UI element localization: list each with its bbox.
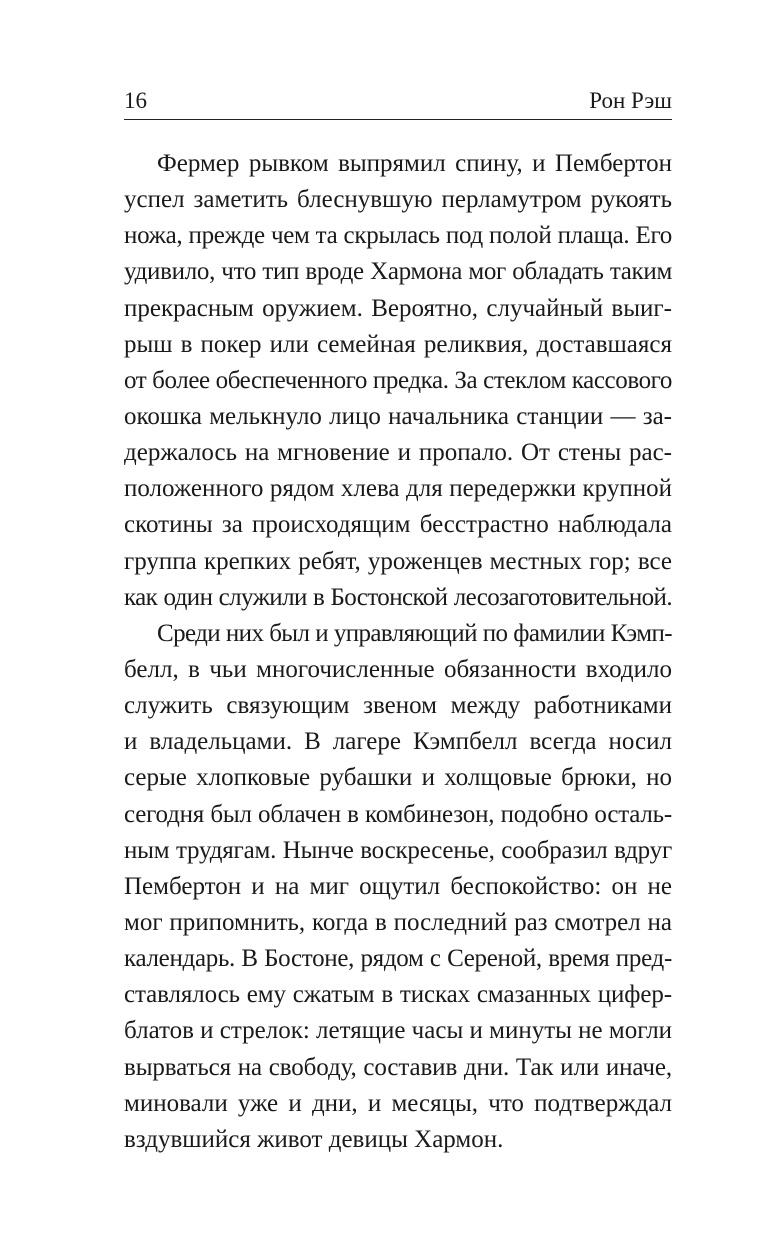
text-line: рыш в покер или семейная реликвия, доставшаяся [124, 330, 672, 358]
paragraph-1 [124, 146, 672, 616]
text-line: успел заметить блеснувшую перламутром рукоять [124, 186, 672, 214]
text-line: миновали уже и дни, и месяцы, что подтверждал [124, 1089, 672, 1117]
text-line: сегодня был облачен в комбинезон, подобно осталь- [124, 800, 672, 828]
running-head-author: Рон Рэш [589, 88, 672, 113]
text-line: держалось на мгновение и пропало. От стены рас- [124, 439, 672, 467]
text-line: от более обеспеченного предка. За стеклом кассового [124, 366, 672, 394]
text-line: календарь. В Бостоне, рядом с Сереной, время пред- [124, 945, 672, 973]
text-line: положенного рядом хлева для передержки крупной [124, 475, 672, 503]
text-line: скотины за происходящим бесстрастно наблюдала [124, 511, 672, 539]
text-line: как один служили в Бостонской лесозаготовительной. [124, 583, 672, 611]
text-line: Среди них был и управляющий по фамилии Кэмп- [157, 619, 672, 647]
text-line: прекрасным оружием. Вероятно, случайный выиг- [124, 294, 672, 322]
text-line: ножа, прежде чем та скрылась под полой плаща. Его [124, 222, 672, 250]
text-line: окошка мелькнуло лицо начальника станции — за- [124, 402, 672, 430]
page-number: 16 [124, 88, 147, 113]
text-line: Пембертон и на миг ощутил беспокойство: он не [124, 872, 672, 900]
text-line: блатов и стрелок: летящие часы и минуты не могли [124, 1017, 673, 1045]
text-line: ставлялось ему сжатым в тисках смазанных цифер- [124, 981, 672, 1009]
body-text [124, 146, 672, 1158]
text-line: удивило, что тип вроде Хармона мог обладать таким [124, 258, 672, 286]
text-line: серые хлопковые рубашки и холщовые брюки, но [124, 764, 672, 792]
running-head [124, 86, 672, 120]
text-line: вздувшийся живот девицы Хармон. [124, 1125, 504, 1153]
text-line: мог припомнить, когда в последний раз смотрел на [124, 908, 672, 936]
text-line: белл, в чьи многочисленные обязанности входило [124, 655, 672, 683]
text-line: Фермер рывком выпрямил спину, и Пембертон [157, 150, 672, 177]
text-line: ным трудягам. Нынче воскресенье, сообразил вдруг [124, 836, 672, 864]
text-line: группа крепких ребят, уроженцев местных гор; все [124, 547, 672, 575]
text-line: служить связующим звеном между работниками [124, 692, 672, 720]
text-line: и владельцами. В лагере Кэмпбелл всегда носил [124, 728, 672, 756]
paragraph-2 [124, 616, 672, 1158]
text-line: вырваться на свободу, составив дни. Так или иначе, [124, 1053, 672, 1081]
